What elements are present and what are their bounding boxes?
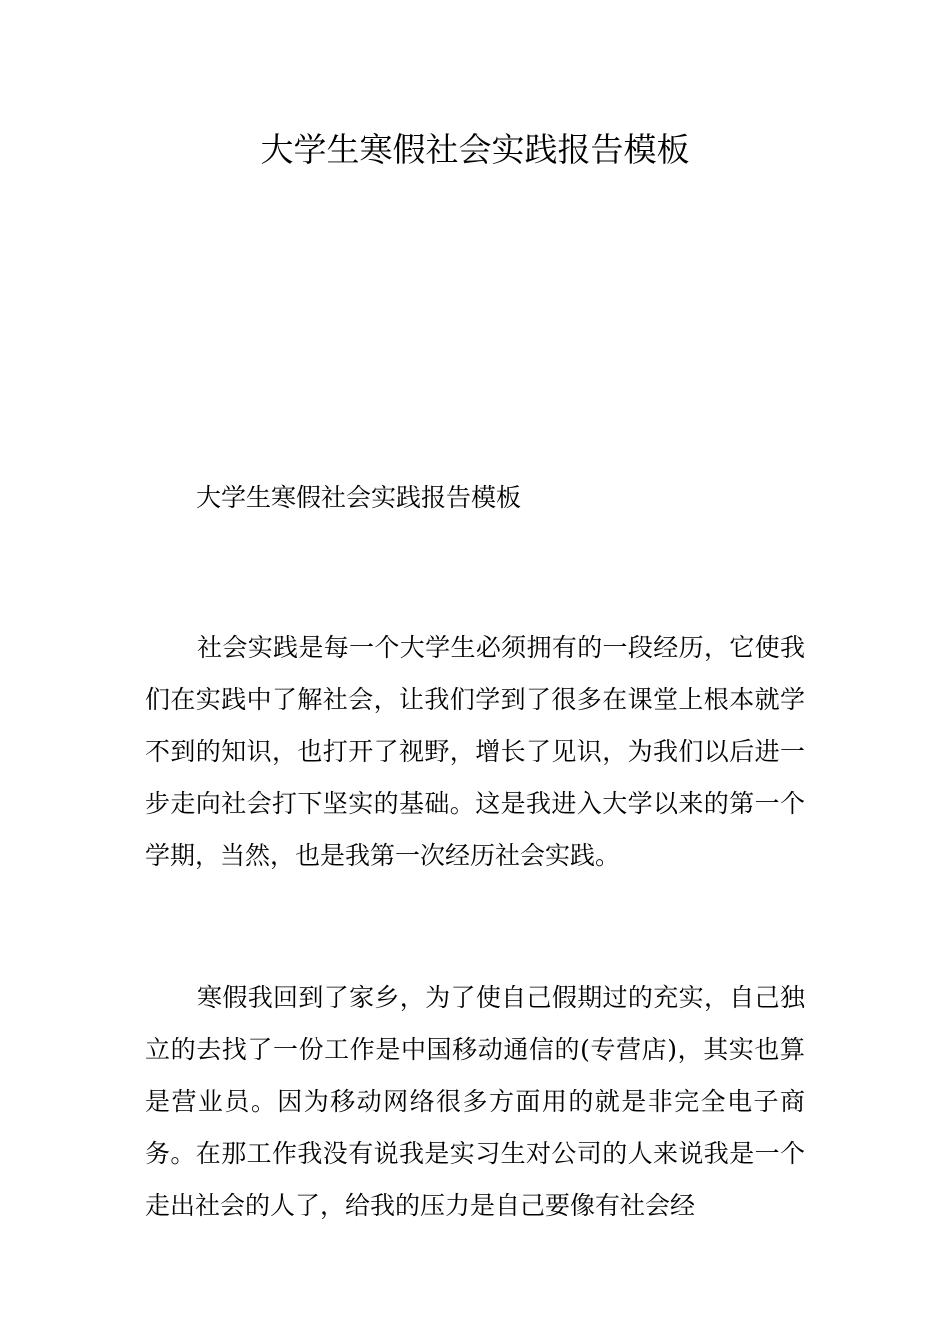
paragraph-2: 寒假我回到了家乡，为了使自己假期过的充实，自己独立的去找了一份工作是中国移动通信的(专营店)，其实也算是营业员。因为移动网络很多方面用的就是非完全电子商务。在那工作我没有说我是实习生对公司的人来说我是一个走出社会的人了，给我的压力是自己要像有社会经 <box>145 983 805 1220</box>
paragraph-1: 社会实践是每一个大学生必须拥有的一段经历，它使我们在实践中了解社会，让我们学到了很多在课堂上根本就学不到的知识，也打开了视野，增长了见识，为我们以后进一步走向社会打下坚实的基础。这是我进入大学以来的第一个学期，当然，也是我第一次经历社会实践。 <box>145 633 805 870</box>
document-title: 大学生寒假社会实践报告模板 <box>260 130 690 169</box>
document-subtitle: 大学生寒假社会实践报告模板 <box>196 483 522 512</box>
